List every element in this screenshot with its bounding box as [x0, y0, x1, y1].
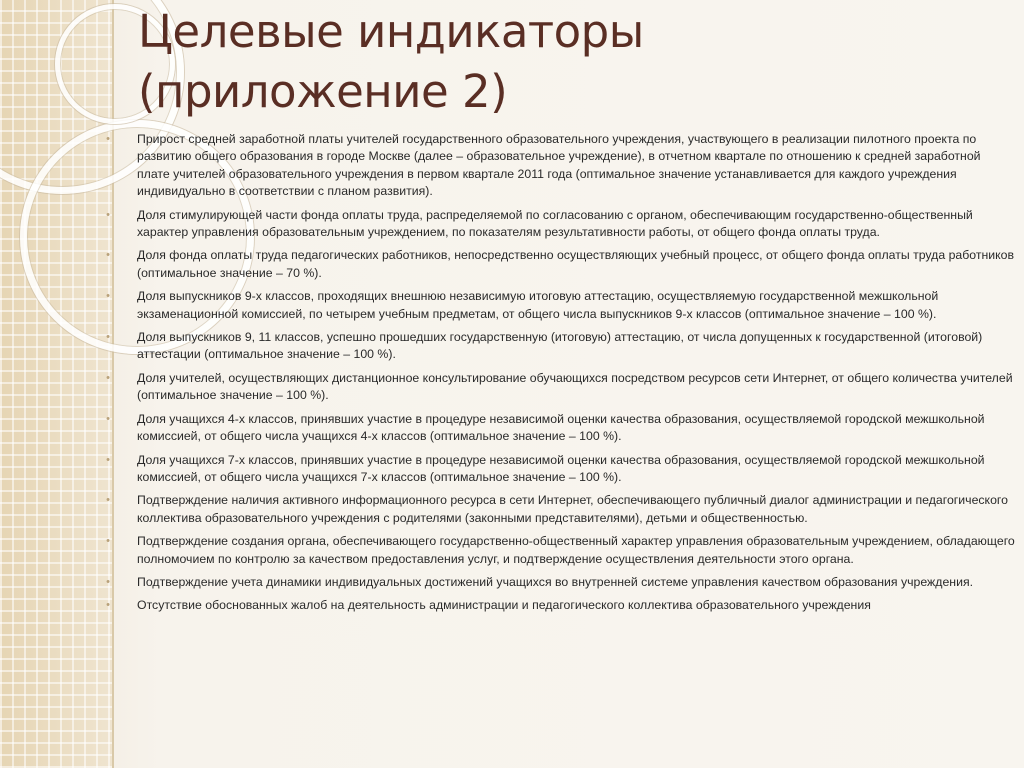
list-item-text: Доля стимулирующей части фонда оплаты труда, распределяемой по согласованию с органом, обеспечивающим государственно-общественный характер управления образовательным учреждением, по показателям результативности работы, от общего фонда оплаты труда.	[137, 207, 973, 240]
bullet-icon: •	[106, 331, 110, 344]
list-item	[105, 452, 1015, 487]
list-item	[105, 131, 1015, 201]
list-item-text: Прирост средней заработной платы учителей государственного образовательного учреждения, участвующего в реализации пилотного проекта по развитию общего образования в городе Москве (далее – образовательное учреждение), в отчетном квартале по отношению к средней заработной плате учителей образовательного учреждения в первом квартале 2011 года (оптимальное значение устанавливается для каждого учреждения индивидуально в соответствии с планом развития).	[137, 132, 981, 199]
list-item	[105, 411, 1015, 446]
bullet-icon: •	[106, 249, 110, 262]
list-item	[105, 288, 1015, 323]
list-item-text: Доля учащихся 4-х классов, принявших участие в процедуре независимой оценки качества образования, осуществляемой городской межшкольной комиссией, от общего числа учащихся 4-х классов (оптимальное значение – 100 %).	[137, 411, 985, 444]
list-item-text: Доля учителей, осуществляющих дистанционное консультирование обучающихся посредством ресурсов сети Интернет, от общего количества учителей (оптимальное значение – 100 %).	[137, 370, 1013, 403]
list-item-text: Подтверждение создания органа, обеспечивающего государственно-общественный характер управления образовательным учреждением, обладающего полномочием по контролю за качеством предоставления услуг, и подтверждение осуществления деятельности этого органа.	[137, 534, 1015, 566]
list-item-text: Доля фонда оплаты труда педагогических работников, непосредственно осуществляющих учебный процесс, от общего фонда оплаты труда работников (оптимальное значение – 70 %).	[137, 248, 1015, 280]
list-item	[105, 207, 1015, 242]
indicator-list	[105, 131, 1015, 621]
list-item	[105, 329, 1015, 364]
list-item	[105, 492, 1015, 527]
bullet-icon: •	[106, 133, 110, 145]
list-item	[105, 533, 1015, 568]
bullet-icon: •	[106, 208, 110, 221]
list-item-text: Доля учащихся 7-х классов, принявших участие в процедуре независимой оценки качества образования, осуществляемой городской межшкольной комиссией, от общего числа учащихся 7-х классов (оптимальное значение – 100 %).	[137, 452, 985, 484]
slide-title-line-2: (приложение 2)	[138, 65, 508, 118]
bullet-icon: •	[106, 494, 110, 507]
bullet-icon: •	[106, 453, 110, 466]
list-item	[105, 574, 1015, 591]
bullet-icon: •	[106, 371, 110, 384]
list-item-text: Подтверждение учета динамики индивидуальных достижений учащихся во внутренней системе управления качеством образования учреждения.	[137, 574, 974, 589]
list-item-text: Подтверждение наличия активного информационного ресурса в сети Интернет, обеспечивающего публичный диалог администрации и педагогического коллектива образовательного учреждения с родителями (законными представителями), детьми и общественностью.	[137, 493, 1008, 525]
bullet-icon: •	[106, 575, 110, 588]
bullet-icon: •	[106, 412, 110, 425]
list-item-text: Доля выпускников 9-х классов, проходящих внешнюю независимую итоговую аттестацию, осуществляемую государственной межшкольной экзаменационной комиссией, по четырем учебным предметам, от общего числа выпускников 9-х классов (оптимальное значение – 100 %).	[137, 289, 939, 321]
list-item	[105, 247, 1015, 282]
slide-title-line-1: Целевые индикаторы	[138, 5, 644, 58]
bullet-icon: •	[106, 599, 110, 612]
list-item	[105, 597, 1015, 614]
slide-title	[138, 2, 644, 122]
bullet-icon: •	[106, 290, 110, 303]
list-item-text: Отсутствие обоснованных жалоб на деятельность администрации и педагогического коллектива образовательного учреждения	[137, 598, 871, 613]
list-item	[105, 370, 1015, 405]
bullet-icon: •	[106, 535, 110, 548]
list-item-text: Доля выпускников 9, 11 классов, успешно прошедших государственную (итоговую) аттестацию, от числа допущенных к государственной (итоговой) аттестации (оптимальное значение – 100 %).	[137, 330, 983, 362]
